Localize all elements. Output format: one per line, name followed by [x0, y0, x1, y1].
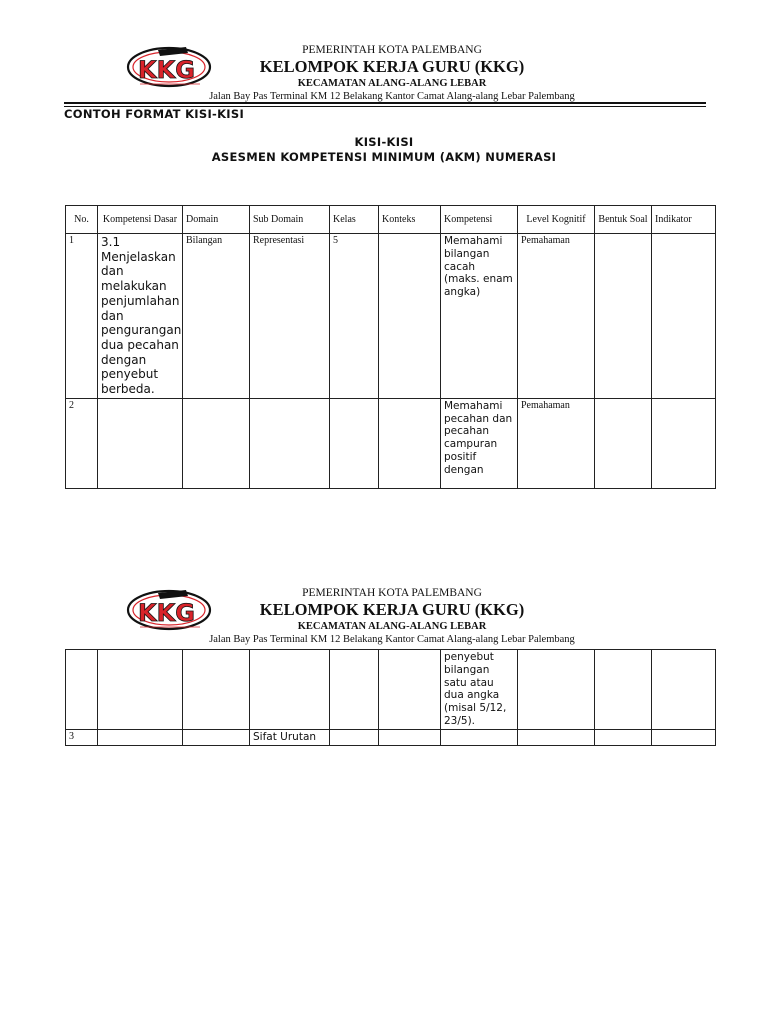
cell-konteks [379, 729, 441, 745]
cell-sub-domain: Representasi [250, 234, 330, 399]
kisi-kisi-table-page2 [65, 649, 716, 746]
cell-domain [183, 398, 250, 488]
cell-kelas: 5 [330, 234, 379, 399]
header-bentuk-soal: Bentuk Soal [595, 206, 652, 234]
cell-domain [183, 729, 250, 745]
cell-indikator [652, 234, 716, 399]
section-label: CONTOH FORMAT KISI-KISI [64, 107, 245, 121]
organization-name: KELOMPOK KERJA GURU (KKG) [259, 57, 525, 76]
header-kelas: Kelas [330, 206, 379, 234]
address: Jalan Bay Pas Terminal KM 12 Belakang Kantor Camat Alang-alang Lebar Palembang [209, 91, 575, 102]
cell-bentuk-soal [595, 398, 652, 488]
cell-sub-domain [250, 398, 330, 488]
government-name: PEMERINTAH KOTA PALEMBANG [302, 587, 482, 599]
header-sub-domain: Sub Domain [250, 206, 330, 234]
cell-level-kognitif [518, 729, 595, 745]
cell-kompetensi-dasar [98, 729, 183, 745]
cell-level-kognitif: Pemahaman [518, 234, 595, 399]
cell-kelas [330, 398, 379, 488]
cell-konteks [379, 650, 441, 730]
table-header-row [66, 206, 716, 234]
table-row [66, 729, 716, 745]
cell-kelas [330, 729, 379, 745]
table-row [66, 650, 716, 730]
cell-bentuk-soal [595, 650, 652, 730]
header-domain: Domain [183, 206, 250, 234]
cell-sub-domain: Sifat Urutan [250, 729, 330, 745]
header-level-kognitif: Level Kognitif [518, 206, 595, 234]
cell-level-kognitif: Pemahaman [518, 398, 595, 488]
cell-bentuk-soal [595, 729, 652, 745]
cell-kompetensi: penyebut bilangan satu atau dua angka (misal 5/12, 23/5). [441, 650, 518, 730]
cell-kompetensi-dasar [98, 398, 183, 488]
organization-name: KELOMPOK KERJA GURU (KKG) [259, 600, 525, 619]
cell-kompetensi-dasar: 3.1 Menjelaskan dan melakukan penjumlahan dan pengurangan dua pecahan dengan penyebut berbeda. [98, 234, 183, 399]
cell-domain [183, 650, 250, 730]
svg-text:KKG: KKG [138, 56, 195, 84]
cell-kompetensi: Memahami pecahan dan pecahan campuran positif dengan [441, 398, 518, 488]
table-row [66, 398, 716, 488]
header-kompetensi: Kompetensi [441, 206, 518, 234]
district-name: KECAMATAN ALANG-ALANG LEBAR [297, 78, 487, 89]
document-subtitle: ASESMEN KOMPETENSI MINIMUM (AKM) NUMERASI [211, 150, 557, 164]
cell-domain: Bilangan [183, 234, 250, 399]
cell-kelas [330, 650, 379, 730]
cell-kompetensi-dasar [98, 650, 183, 730]
table-row [66, 234, 716, 399]
cell-level-kognitif [518, 650, 595, 730]
cell-sub-domain [250, 650, 330, 730]
district-name: KECAMATAN ALANG-ALANG LEBAR [297, 621, 487, 632]
kisi-kisi-table-page1 [65, 205, 716, 489]
cell-indikator [652, 729, 716, 745]
government-name: PEMERINTAH KOTA PALEMBANG [302, 44, 482, 56]
cell-kompetensi [441, 729, 518, 745]
address: Jalan Bay Pas Terminal KM 12 Belakang Kantor Camat Alang-alang Lebar Palembang [209, 634, 575, 645]
header-konteks: Konteks [379, 206, 441, 234]
cell-konteks [379, 398, 441, 488]
document-title: KISI-KISI [354, 135, 414, 149]
cell-indikator [652, 398, 716, 488]
cell-bentuk-soal [595, 234, 652, 399]
header-rule-thick [64, 102, 706, 104]
cell-no [66, 650, 98, 730]
cell-no: 3 [66, 729, 98, 745]
cell-no: 2 [66, 398, 98, 488]
cell-konteks [379, 234, 441, 399]
svg-text:KKG: KKG [138, 599, 195, 627]
cell-indikator [652, 650, 716, 730]
letterhead-page2 [0, 587, 768, 657]
header-no: No. [66, 206, 98, 234]
cell-kompetensi: Memahami bilangan cacah (maks. enam angka) [441, 234, 518, 399]
header-indikator: Indikator [652, 206, 716, 234]
cell-no: 1 [66, 234, 98, 399]
header-kompetensi-dasar: Kompetensi Dasar [98, 206, 183, 234]
